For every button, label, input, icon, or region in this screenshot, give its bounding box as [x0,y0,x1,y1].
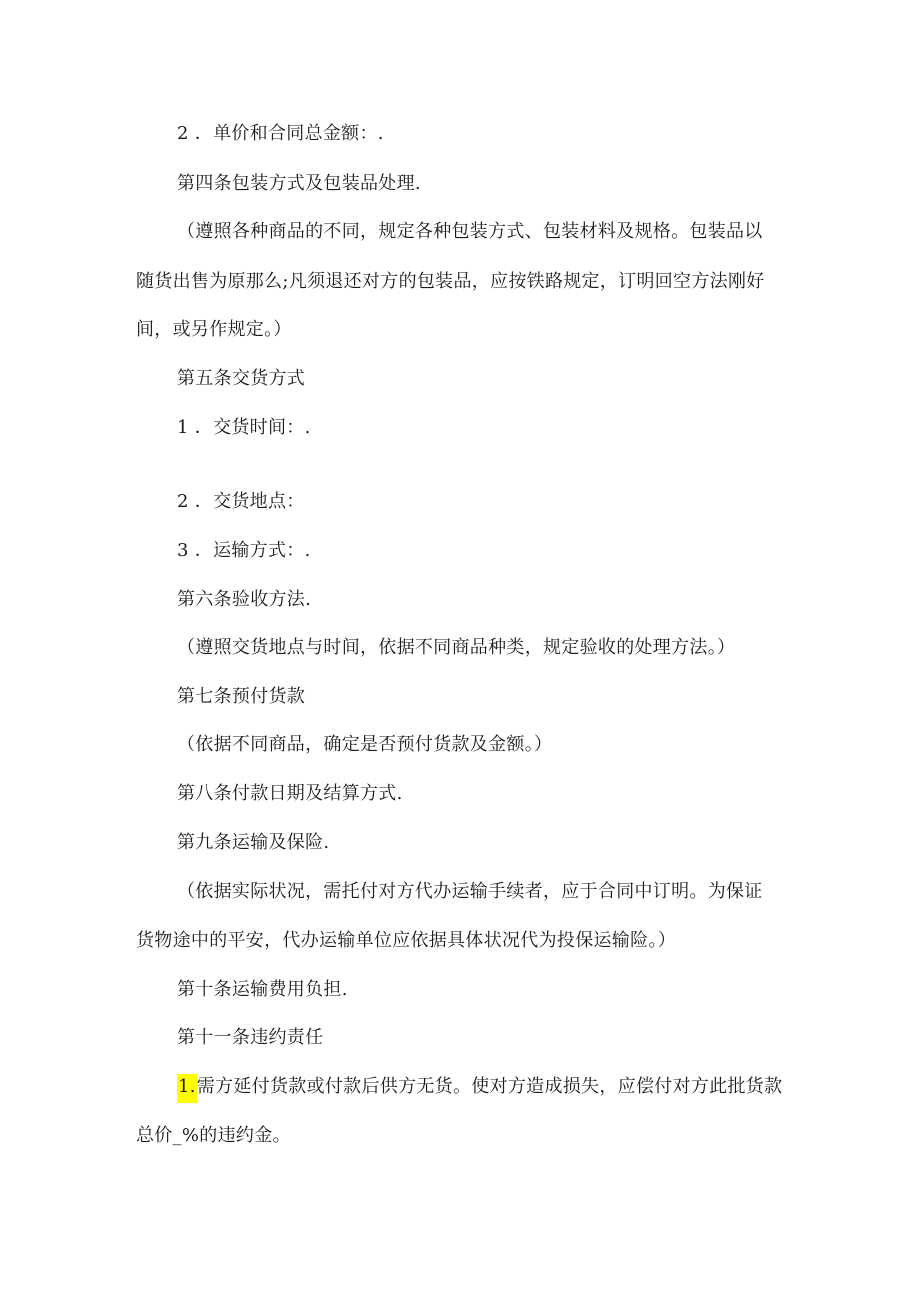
article-6-note: （遵照交货地点与时间，依据不同商品种类，规定验收的处理方法。） [177,637,736,658]
article-5-item-1: 1 ．交货时间：. [177,417,311,438]
article-11-item-1-text: 需方延付货款或付款后供方无货。使对方造成损失，应偿付对方此批货款 [196,1076,783,1097]
article-5-item-2: 2 ．交货地点： [177,491,305,512]
article-11-title: 第十一条违约责任 [177,1027,324,1048]
article-4-note-line2: 随货出售为原那么;凡须退还对方的包装品，应按铁路规定，订明回空方法刚好 [136,271,765,292]
article-11-item-1-line1 [177,1075,782,1099]
article-5-item-3: 3 ．运输方式：. [177,540,311,561]
article-8-title: 第八条付款日期及结算方式. [177,783,403,804]
highlighted-item-number: 1. [177,1074,197,1103]
article-7-note: （依据不同商品，确定是否预付货款及金额。） [177,734,553,755]
article-9-note-line2: 货物途中的平安，代办运输单位应依据具体状况代为投保运输险。） [136,930,676,951]
article-4-title: 第四条包装方式及包装品处理. [177,173,421,194]
article-6-title: 第六条验收方法. [177,589,312,610]
article-5-title: 第五条交货方式 [177,368,306,389]
article-9-title: 第九条运输及保险. [177,832,330,853]
article-4-note-line1: （遵照各种商品的不同，规定各种包装方式、包装材料及规格。包装品以 [177,221,763,242]
article-7-title: 第七条预付货款 [177,686,306,707]
article-4-note-line3: 间，或另作规定。） [136,319,292,340]
item-2-unit-price: 2 ．单价和合同总金额：. [177,123,384,144]
article-9-note-line1: （依据实际状况，需托付对方代办运输手续者，应于合同中订明。为保证 [177,881,763,902]
article-11-item-1-line2: 总价_%的违约金。 [136,1125,291,1146]
article-10-title: 第十条运输费用负担. [177,979,348,1000]
